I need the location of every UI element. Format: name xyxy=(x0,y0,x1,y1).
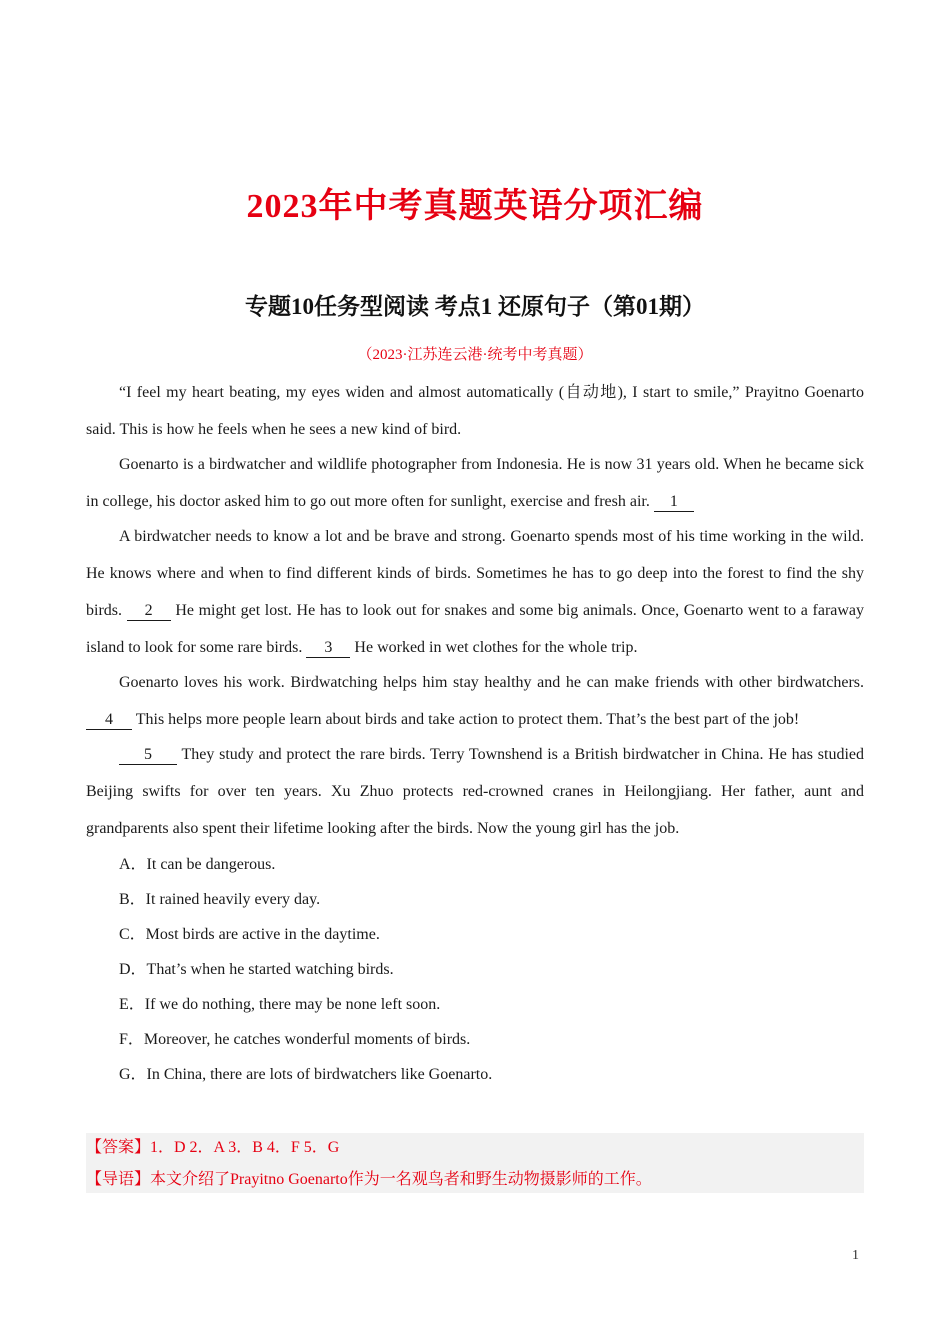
option-c: C．Most birds are active in the daytime. xyxy=(119,926,380,943)
paragraph-2-text: Goenarto is a birdwatcher and wildlife photographer from Indonesia. He is now 31 years old. When he became sick in college, his doctor asked him to go out more often for sunlight, exercise and fresh air. xyxy=(86,456,864,510)
answer-box xyxy=(86,1133,864,1193)
paragraph-2 xyxy=(86,446,864,520)
options-list xyxy=(86,847,864,1092)
paragraph-1 xyxy=(86,374,864,448)
blank-3: 3 xyxy=(306,639,350,658)
source-note: （2023·江苏连云港·统考中考真题） xyxy=(357,347,593,363)
paragraph-3 xyxy=(86,518,864,666)
option-f: F．Moreover, he catches wonderful moments of birds. xyxy=(119,1031,471,1048)
page-number: 1 xyxy=(852,1248,859,1263)
guide-note: 【导语】本文介绍了Prayitno Goenarto作为一名观鸟者和野生动物摄影师的工作。 xyxy=(86,1171,652,1188)
paragraph-4-text-b: This helps more people learn about birds and take action to protect them. That’s the best part of the job! xyxy=(135,711,800,728)
page-title: 2023年中考真题英语分项汇编 xyxy=(246,188,704,225)
blank-4: 4 xyxy=(86,711,132,730)
answer-key: 【答案】1．D 2．A 3．B 4．F 5．G xyxy=(86,1139,340,1156)
blank-1: 1 xyxy=(654,493,694,512)
option-g: G．In China, there are lots of birdwatchers like Goenarto. xyxy=(119,1066,493,1083)
option-d: D．That’s when he started watching birds. xyxy=(119,961,394,978)
paragraph-3-text-b: He might get lost. He has to look out for snakes and some big animals. Once, Goenarto went to a faraway island to look for some rare birds. xyxy=(86,602,865,656)
paragraph-1-text: “I feel my heart beating, my eyes widen and almost automatically (自动地), I start to smile,” Prayitno Goenarto said. This is how he feels when he sees a new kind of bird. xyxy=(86,384,864,438)
paragraph-5 xyxy=(86,736,864,847)
section-subtitle: 专题10任务型阅读 考点1 还原句子（第01期） xyxy=(245,294,705,319)
option-a: A．It can be dangerous. xyxy=(119,856,276,873)
paragraph-3-text-a: A birdwatcher needs to know a lot and be brave and strong. Goenarto spends most of his time working in the wild. He knows where and when to find different kinds of birds. Sometimes he has to go deep into the forest to find the shy birds. xyxy=(86,528,864,619)
paragraph-4-text-a: Goenarto loves his work. Birdwatching helps him stay healthy and he can make friends with other birdwatchers. xyxy=(119,674,864,691)
blank-5: 5 xyxy=(119,746,177,765)
option-b: B．It rained heavily every day. xyxy=(119,891,321,908)
blank-2: 2 xyxy=(127,602,171,621)
option-e: E．If we do nothing, there may be none left soon. xyxy=(119,996,441,1013)
paragraph-3-text-c: He worked in wet clothes for the whole trip. xyxy=(354,639,638,656)
paragraph-5-text: They study and protect the rare birds. Terry Townshend is a British birdwatcher in China. He has studied Beijing swifts for over ten years. Xu Zhuo protects red-crowned cranes in Heilongjiang. Her father, aunt and grandparents also spent their lifetime looking after the birds. Now the young girl has the job. xyxy=(86,746,864,837)
passage xyxy=(86,374,864,1092)
paragraph-4 xyxy=(86,664,864,738)
